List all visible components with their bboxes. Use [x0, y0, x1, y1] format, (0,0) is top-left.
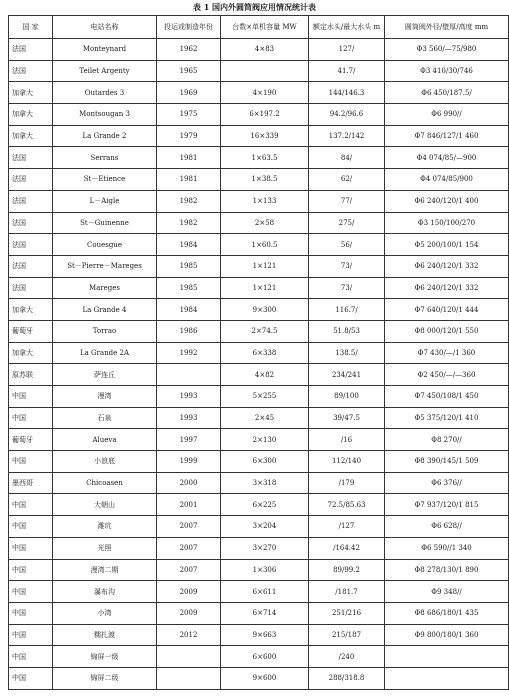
cell-units-capacity: 1×63.5 — [221, 147, 309, 169]
cell-station-name: La Grande 2 — [53, 125, 157, 147]
cell-valve-dimensions: Φ9 800/180/1 360 — [385, 624, 509, 646]
cell-station-name: Chicoasen — [53, 472, 157, 494]
table-row — [9, 516, 509, 538]
cell-year: 2001 — [157, 494, 221, 516]
cell-valve-dimensions: Φ7 430/—/1 360 — [385, 342, 509, 364]
table-row — [9, 39, 509, 61]
cell-station-name: Monteynard — [53, 39, 157, 61]
cell-valve-dimensions: Φ6 240/120/1 400 — [385, 190, 509, 212]
table-row — [9, 472, 509, 494]
cell-valve-dimensions: Φ6 376// — [385, 472, 509, 494]
cell-valve-dimensions: Φ3 560/—75/980 — [385, 39, 509, 61]
cell-valve-dimensions: Φ3 410/30/746 — [385, 60, 509, 82]
table-row — [9, 451, 509, 473]
cell-valve-dimensions: Φ8 278/130/1 890 — [385, 559, 509, 581]
cell-valve-dimensions: Φ8 270// — [385, 429, 509, 451]
cell-year: 1999 — [157, 451, 221, 473]
cell-units-capacity: 6×611 — [221, 581, 309, 603]
cell-country: 中国 — [9, 451, 53, 473]
cell-country: 法国 — [9, 147, 53, 169]
cell-station-name: Alueva — [53, 429, 157, 451]
cell-country: 加拿大 — [9, 299, 53, 321]
cell-valve-dimensions: Φ7 640/120/1 444 — [385, 299, 509, 321]
cell-valve-dimensions: Φ7 937/120/1 815 — [385, 494, 509, 516]
cell-country: 法国 — [9, 234, 53, 256]
cell-units-capacity: 6×225 — [221, 494, 309, 516]
cell-country: 中国 — [9, 537, 53, 559]
cell-country: 法国 — [9, 39, 53, 61]
cell-units-capacity: 4×83 — [221, 39, 309, 61]
cell-station-name: 漫湾二期 — [53, 559, 157, 581]
cell-valve-dimensions: Φ5 375/120/1 410 — [385, 407, 509, 429]
cell-country: 中国 — [9, 602, 53, 624]
cell-station-name: 漫湾 — [53, 386, 157, 408]
cell-head: /181.7 — [309, 581, 385, 603]
cell-units-capacity: 4×82 — [221, 364, 309, 386]
table-row — [9, 581, 509, 603]
table-row — [9, 299, 509, 321]
cell-station-name: L－Aigle — [53, 190, 157, 212]
table-row — [9, 602, 509, 624]
column-header-year: 投运或制造年份 — [157, 16, 221, 39]
cell-station-name: 大朝山 — [53, 494, 157, 516]
cell-year: 1982 — [157, 190, 221, 212]
cell-units-capacity: 5×255 — [221, 386, 309, 408]
cell-year: 2007 — [157, 537, 221, 559]
table-row — [9, 169, 509, 191]
table-row — [9, 386, 509, 408]
table-row — [9, 147, 509, 169]
cell-country: 中国 — [9, 386, 53, 408]
cell-head: 84/ — [309, 147, 385, 169]
table-header-row — [9, 16, 509, 39]
cell-country: 中国 — [9, 581, 53, 603]
cell-station-name: 潍坑 — [53, 516, 157, 538]
cell-valve-dimensions: Φ6 990// — [385, 104, 509, 126]
cell-station-name: La Grande 4 — [53, 299, 157, 321]
cell-head: 89/99.2 — [309, 559, 385, 581]
cell-valve-dimensions: Φ3 150/100/270 — [385, 212, 509, 234]
cell-units-capacity: 4×190 — [221, 82, 309, 104]
table-row — [9, 494, 509, 516]
cell-year: 1985 — [157, 255, 221, 277]
column-header-head: 额定水头/最大水头 m — [309, 16, 385, 39]
cell-year: 1997 — [157, 429, 221, 451]
cell-country: 中国 — [9, 559, 53, 581]
table-row — [9, 234, 509, 256]
cell-head: /179 — [309, 472, 385, 494]
cell-valve-dimensions: Φ8 000/120/1 550 — [385, 320, 509, 342]
cell-station-name: St－Pierre－Mareges — [53, 255, 157, 277]
cell-valve-dimensions: Φ6 240/120/1 332 — [385, 255, 509, 277]
cell-units-capacity: 1×60.5 — [221, 234, 309, 256]
cell-station-name: Torrao — [53, 320, 157, 342]
cell-units-capacity: 9×300 — [221, 299, 309, 321]
cell-head: 234/241 — [309, 364, 385, 386]
cell-head: 288/318.8 — [309, 667, 385, 689]
cell-year: 1993 — [157, 407, 221, 429]
column-header-valve-dimensions: 圆筒阀外径/壁厚/高度 mm — [385, 16, 509, 39]
cell-head: 73/ — [309, 277, 385, 299]
cell-station-name: 小浪底 — [53, 451, 157, 473]
cell-year: 2012 — [157, 624, 221, 646]
cell-station-name: La Grande 2A — [53, 342, 157, 364]
table-row — [9, 320, 509, 342]
cell-country: 法国 — [9, 255, 53, 277]
cell-head: 72.5/85.63 — [309, 494, 385, 516]
cell-units-capacity: 9×663 — [221, 624, 309, 646]
cell-head: 41.7/ — [309, 60, 385, 82]
cell-year: 2009 — [157, 602, 221, 624]
cell-units-capacity: 6×338 — [221, 342, 309, 364]
cell-year: 1984 — [157, 234, 221, 256]
cell-year: 1986 — [157, 320, 221, 342]
cell-station-name: Teilet Argenty — [53, 60, 157, 82]
table-row — [9, 125, 509, 147]
cell-valve-dimensions — [385, 667, 509, 689]
cell-year: 2009 — [157, 581, 221, 603]
cell-year: 1985 — [157, 277, 221, 299]
cell-valve-dimensions: Φ6 628// — [385, 516, 509, 538]
cell-valve-dimensions: Φ4 074/85/—900 — [385, 147, 509, 169]
table-row — [9, 364, 509, 386]
cell-year — [157, 646, 221, 668]
cell-station-name: 锦屏一级 — [53, 646, 157, 668]
cell-head: 94.2/96.6 — [309, 104, 385, 126]
cell-valve-dimensions: Φ6 240/120/1 332 — [385, 277, 509, 299]
cell-country: 中国 — [9, 516, 53, 538]
table-row — [9, 342, 509, 364]
cell-head: 51.8/53 — [309, 320, 385, 342]
cell-head: 137.2/142 — [309, 125, 385, 147]
cell-year: 1993 — [157, 386, 221, 408]
cell-year: 2007 — [157, 516, 221, 538]
cell-year: 1982 — [157, 212, 221, 234]
cell-units-capacity: 9×600 — [221, 667, 309, 689]
cell-country: 法国 — [9, 212, 53, 234]
table-row — [9, 255, 509, 277]
cell-units-capacity: 2×58 — [221, 212, 309, 234]
cell-head: 62/ — [309, 169, 385, 191]
column-header-station: 电站名称 — [53, 16, 157, 39]
table-row — [9, 60, 509, 82]
cell-units-capacity: 2×74.5 — [221, 320, 309, 342]
cell-station-name: Serrans — [53, 147, 157, 169]
cell-units-capacity: 1×121 — [221, 277, 309, 299]
cell-units-capacity: 6×714 — [221, 602, 309, 624]
cell-valve-dimensions: Φ5 200/100/1 154 — [385, 234, 509, 256]
cell-station-name: 锦屏二级 — [53, 667, 157, 689]
cell-units-capacity: 2×130 — [221, 429, 309, 451]
cell-head: 56/ — [309, 234, 385, 256]
cell-year: 1962 — [157, 39, 221, 61]
cell-year: 1979 — [157, 125, 221, 147]
cell-country: 中国 — [9, 667, 53, 689]
cell-station-name: 光照 — [53, 537, 157, 559]
cell-units-capacity: 3×204 — [221, 516, 309, 538]
cell-head: 73/ — [309, 255, 385, 277]
cell-station-name: Montsougan 3 — [53, 104, 157, 126]
column-header-units-capacity: 台数×单机容量 MW — [221, 16, 309, 39]
table-row — [9, 624, 509, 646]
cell-head: 215/187 — [309, 624, 385, 646]
table-row — [9, 429, 509, 451]
cell-year: 1984 — [157, 299, 221, 321]
cell-year: 1981 — [157, 169, 221, 191]
column-header-country: 国 家 — [9, 16, 53, 39]
cell-head: 251/216 — [309, 602, 385, 624]
cell-year — [157, 667, 221, 689]
cell-country: 葡萄牙 — [9, 429, 53, 451]
cell-station-name: Couesgue — [53, 234, 157, 256]
table-row — [9, 537, 509, 559]
table-row — [9, 212, 509, 234]
cell-units-capacity: 1×306 — [221, 559, 309, 581]
cell-country: 中国 — [9, 646, 53, 668]
cell-head: 144/146.3 — [309, 82, 385, 104]
cell-year: 1969 — [157, 82, 221, 104]
cell-head: 275/ — [309, 212, 385, 234]
cell-country: 法国 — [9, 169, 53, 191]
cell-units-capacity: 1×133 — [221, 190, 309, 212]
cell-country: 法国 — [9, 60, 53, 82]
cell-valve-dimensions: Φ2 450/—/—360 — [385, 364, 509, 386]
cell-station-name: 石泉 — [53, 407, 157, 429]
cell-station-name: St－Guinenne — [53, 212, 157, 234]
table-row — [9, 82, 509, 104]
table-row — [9, 190, 509, 212]
cell-valve-dimensions: Φ7 450/108/1 450 — [385, 386, 509, 408]
cell-station-name: 小湾 — [53, 602, 157, 624]
table-title: 表 1 国内外圆筒阀应用情况统计表 — [192, 2, 317, 12]
cell-country: 葡萄牙 — [9, 320, 53, 342]
cell-head: /16 — [309, 429, 385, 451]
table-row — [9, 277, 509, 299]
cell-country: 加拿大 — [9, 342, 53, 364]
table-row — [9, 104, 509, 126]
cell-country: 墨西哥 — [9, 472, 53, 494]
cell-country: 加拿大 — [9, 82, 53, 104]
cell-valve-dimensions: Φ7 846/127/1 460 — [385, 125, 509, 147]
cell-units-capacity: 1×121 — [221, 255, 309, 277]
cell-head: 89/100 — [309, 386, 385, 408]
cell-units-capacity: 6×197.2 — [221, 104, 309, 126]
cell-station-name: 糯扎渡 — [53, 624, 157, 646]
table-row — [9, 667, 509, 689]
cell-valve-dimensions: Φ9 348// — [385, 581, 509, 603]
cell-units-capacity: 16×339 — [221, 125, 309, 147]
cell-country: 中国 — [9, 407, 53, 429]
cell-head: 112/140 — [309, 451, 385, 473]
cell-head: /240 — [309, 646, 385, 668]
cell-units-capacity: 3×318 — [221, 472, 309, 494]
cell-units-capacity: 3×270 — [221, 537, 309, 559]
cell-units-capacity: 6×300 — [221, 451, 309, 473]
cell-year: 1981 — [157, 147, 221, 169]
cell-valve-dimensions: Φ8 686/180/1 435 — [385, 602, 509, 624]
cell-station-name: Outardes 3 — [53, 82, 157, 104]
cell-head: 127/ — [309, 39, 385, 61]
statistics-table — [8, 15, 509, 690]
cell-head: 138.5/ — [309, 342, 385, 364]
cell-units-capacity: 1×38.5 — [221, 169, 309, 191]
cell-year: 1975 — [157, 104, 221, 126]
cell-year — [157, 364, 221, 386]
cell-country: 法国 — [9, 277, 53, 299]
cell-country: 加拿大 — [9, 125, 53, 147]
cell-year: 1965 — [157, 60, 221, 82]
cell-country: 中国 — [9, 494, 53, 516]
cell-year: 2000 — [157, 472, 221, 494]
cell-units-capacity — [221, 60, 309, 82]
cell-country: 中国 — [9, 624, 53, 646]
table-row — [9, 559, 509, 581]
cell-station-name: Mareges — [53, 277, 157, 299]
cell-station-name: St－Etience — [53, 169, 157, 191]
cell-units-capacity: 6×600 — [221, 646, 309, 668]
cell-valve-dimensions — [385, 646, 509, 668]
cell-country: 法国 — [9, 190, 53, 212]
cell-country: 加拿大 — [9, 104, 53, 126]
cell-head: 77/ — [309, 190, 385, 212]
cell-valve-dimensions: Φ4 074/85/900 — [385, 169, 509, 191]
cell-station-name: 瀑布沟 — [53, 581, 157, 603]
cell-station-name: 萨连丘 — [53, 364, 157, 386]
table-row — [9, 407, 509, 429]
cell-year: 1992 — [157, 342, 221, 364]
table-row — [9, 646, 509, 668]
cell-units-capacity: 2×45 — [221, 407, 309, 429]
cell-head: /164.42 — [309, 537, 385, 559]
cell-valve-dimensions: Φ6 450/187.5/ — [385, 82, 509, 104]
cell-valve-dimensions: Φ6 590//1 340 — [385, 537, 509, 559]
cell-head: 116.7/ — [309, 299, 385, 321]
cell-country: 原苏联 — [9, 364, 53, 386]
cell-head: 39/47.5 — [309, 407, 385, 429]
cell-valve-dimensions: Φ8 390/145/1 509 — [385, 451, 509, 473]
cell-head: /127 — [309, 516, 385, 538]
cell-year: 2007 — [157, 559, 221, 581]
